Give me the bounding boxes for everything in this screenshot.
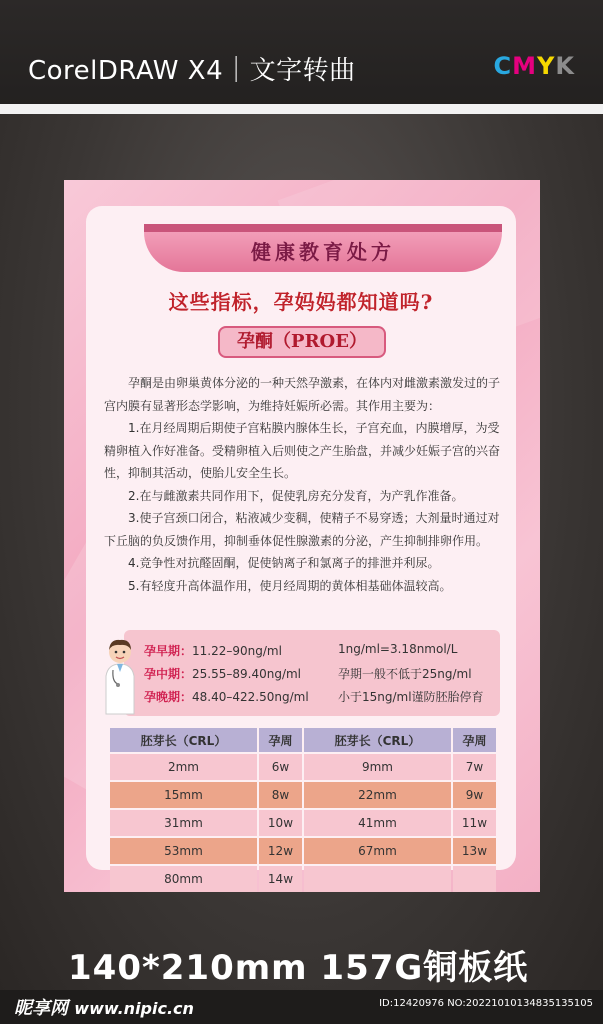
table-cell: 53mm (110, 838, 257, 864)
col-header: 胚芽长（CRL） (110, 728, 257, 752)
note-unit: 1ng/ml=3.18nmol/L (338, 642, 458, 656)
table-row (110, 866, 496, 892)
table-cell: 31mm (110, 810, 257, 836)
doctor-icon (100, 636, 140, 716)
table-cell: 9w (453, 782, 496, 808)
range-early (144, 642, 282, 659)
logo-text: 昵享网 (14, 998, 68, 1019)
cmyk-m: M (512, 52, 537, 80)
table-row (110, 838, 496, 864)
table-cell: 22mm (304, 782, 451, 808)
table-cell: 13w (453, 838, 496, 864)
range-value: 25.55–89.40ng/ml (192, 667, 302, 681)
divider-line (0, 104, 603, 114)
ribbon-edge (144, 224, 502, 232)
paragraph: 5.有轻度升高体温作用，使月经周期的黄体相基础体温较高。 (128, 578, 452, 593)
top-banner (0, 0, 603, 106)
poster (64, 180, 540, 892)
table-cell: 11w (453, 810, 496, 836)
range-late (144, 688, 309, 705)
body-text (104, 372, 500, 597)
paragraph: 孕酮是由卵巢黄体分泌的一种天然孕激素，在体内对雌激素激发过的子宫内膜有显著形态学影响，为维持妊娠所必需。其作用主要为： (104, 376, 501, 413)
paragraph: 2.在与雌激素共同作用下，促使乳房充分发育，为产乳作准备。 (128, 488, 464, 503)
table-cell: 8w (259, 782, 302, 808)
banner-title: CorelDRAW X4｜文字转曲 (28, 56, 356, 86)
site-logo (14, 994, 194, 1020)
range-label: 孕晚期： (144, 690, 193, 704)
crl-table (108, 726, 498, 892)
content-card (86, 206, 516, 886)
cmyk-label (493, 52, 575, 80)
range-value: 48.40–422.50ng/ml (192, 690, 309, 704)
range-label: 孕早期： (144, 644, 193, 658)
table-cell: 41mm (304, 810, 451, 836)
table-cell: 80mm (110, 866, 257, 892)
range-mid (144, 665, 301, 682)
col-header: 孕周 (453, 728, 496, 752)
note-warning: 小于15ng/ml谨防胚胎停育 (338, 690, 484, 704)
headline: 这些指标，孕妈妈都知道吗? (168, 290, 434, 314)
ribbon-title: 健康教育处方 (251, 240, 395, 264)
table-cell: 9mm (304, 754, 451, 780)
site-url: www.nipic.cn (74, 999, 194, 1018)
table-cell: 14w (259, 866, 302, 892)
table-header-row (110, 728, 496, 752)
table-row (110, 782, 496, 808)
range-value: 11.22–90ng/ml (192, 644, 282, 658)
paragraph: 4.竞争性对抗醛固酮，促使钠离子和氯离子的排泄并利尿。 (128, 556, 440, 570)
table-cell: 6w (259, 754, 302, 780)
print-spec: 140*210mm 157G铜板纸 (68, 948, 529, 988)
table-cell: 2mm (110, 754, 257, 780)
table-cell: 7w (453, 754, 496, 780)
note-min: 孕期一般不低于25ng/ml (338, 667, 472, 681)
table-row (110, 810, 496, 836)
table-cell: 12w (259, 838, 302, 864)
cmyk-k: K (555, 52, 575, 80)
table-cell: 15mm (110, 782, 257, 808)
cmyk-y: Y (537, 52, 556, 80)
paragraph: 3.使子宫颈口闭合，粘液减少变稠，使精子不易穿透；大剂量时通过对下丘脑的负反馈作用，抑制垂体促性腺激素的分泌，产生抑制排卵作用。 (104, 511, 500, 548)
subtitle-pill: 孕酮（PROE） (218, 326, 386, 358)
range-label: 孕中期： (144, 667, 193, 681)
col-header: 孕周 (259, 728, 302, 752)
paragraph: 1.在月经周期后期使子宫粘膜内腺体生长，子宫充血，内膜增厚，为受精卵植入作好准备。受精卵植入后则使之产生胎盘，并减少妊娠子宫的兴奋性，抑制其活动，使胎儿安全生长。 (104, 421, 501, 480)
image-id: ID:12420976 NO:20221010134835135105 (379, 998, 593, 1009)
table-cell: 67mm (304, 838, 451, 864)
col-header: 胚芽长（CRL） (304, 728, 451, 752)
table-cell: 10w (259, 810, 302, 836)
cmyk-c: C (493, 52, 513, 80)
table-cell (453, 866, 496, 892)
table-row (110, 754, 496, 780)
table-cell (304, 866, 451, 892)
